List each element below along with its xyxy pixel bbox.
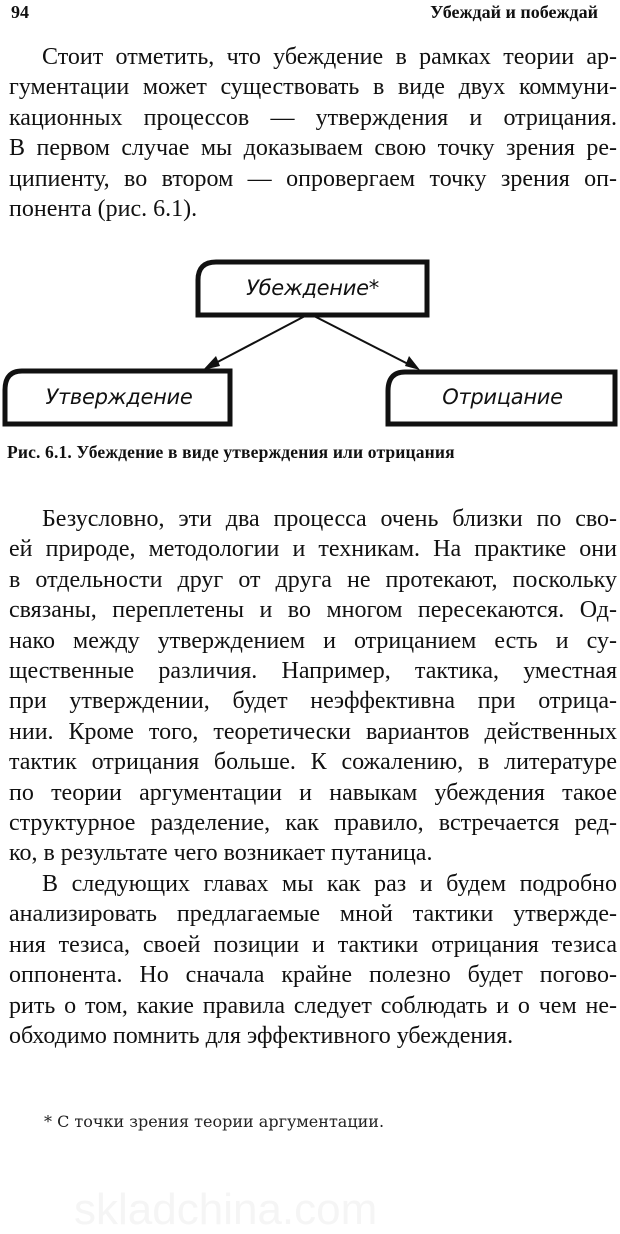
watermark: skladchina.com	[74, 1185, 378, 1234]
text-line: при утверждении, будет неэффективна при отрица-	[9, 688, 617, 715]
text-line: структурное разделение, как правило, встречается ред-	[9, 809, 617, 836]
text-line: В первом случае мы доказываем свою точку зрения ре-	[9, 135, 617, 162]
page-number: 94	[11, 2, 29, 22]
paragraph-2	[9, 504, 617, 869]
node-label-assertion: Утверждение	[45, 385, 193, 409]
text-line: Безусловно, эти два процесса очень близки по сво-	[42, 506, 617, 532]
text-line: Стоит отметить, что убеждение в рамках теории ар-	[42, 44, 617, 70]
node-label-negation: Отрицание	[442, 385, 563, 409]
node-label-persuasion: Убеждение*	[246, 276, 379, 300]
text-line: гументации может существовать в виде двух коммуни-	[9, 74, 617, 101]
text-line: В следующих главах мы как раз и будем подробно	[42, 871, 617, 897]
text-line: ко, в результате чего возникает путаница.	[9, 840, 433, 867]
arrowhead-left-icon	[203, 356, 220, 370]
text-line: в отдельности друг от друга не протекают, поскольку	[9, 566, 617, 593]
text-line: ципиенту, во втором — опровергаем точку зрения оп-	[9, 165, 617, 192]
text-line: рить о том, какие правила следует соблюдать и о чем не-	[9, 992, 617, 1019]
text-line: связаны, переплетены и во многом пересекаются. Од-	[9, 597, 617, 624]
text-line: тактик отрицания больше. К сожалению, в литературе	[9, 749, 617, 776]
running-title: Убеждай и побеждай	[430, 2, 598, 22]
text-line: кационных процессов — утверждения и отрицания.	[9, 104, 617, 131]
paragraph-3	[9, 869, 617, 1051]
text-line: нии. Кроме того, теоретически вариантов действенных	[9, 718, 617, 745]
text-line: понента (рис. 6.1).	[9, 195, 198, 222]
text-line: ния тезиса, своей позиции и тактики отрицания тезиса	[9, 931, 617, 958]
footnote: * С точки зрения теории аргументации.	[44, 1112, 385, 1131]
paragraph-1	[9, 42, 617, 224]
figure-caption: Рис. 6.1. Убеждение в виде утверждения или отрицания	[7, 442, 455, 462]
text-line: щественные различия. Например, тактика, уместная	[9, 657, 617, 684]
text-line: по теории аргументации и навыкам убеждения такое	[9, 779, 617, 806]
text-line: анализировать предлагаемые мной тактики утвержде-	[9, 901, 617, 928]
figure-6-1-diagram	[0, 250, 620, 435]
text-line: нако между утверждением и отрицанием есть и су-	[9, 627, 617, 654]
text-line: обходимо помнить для эффективного убеждения.	[9, 1022, 514, 1049]
text-line: оппонента. Но сначала крайне полезно будет погово-	[9, 962, 617, 989]
arrowhead-right-icon	[405, 356, 420, 370]
arrow-to-left	[210, 316, 305, 366]
text-line: ей природе, методологии и техникам. На практике они	[9, 536, 617, 563]
arrow-to-right	[314, 316, 412, 366]
